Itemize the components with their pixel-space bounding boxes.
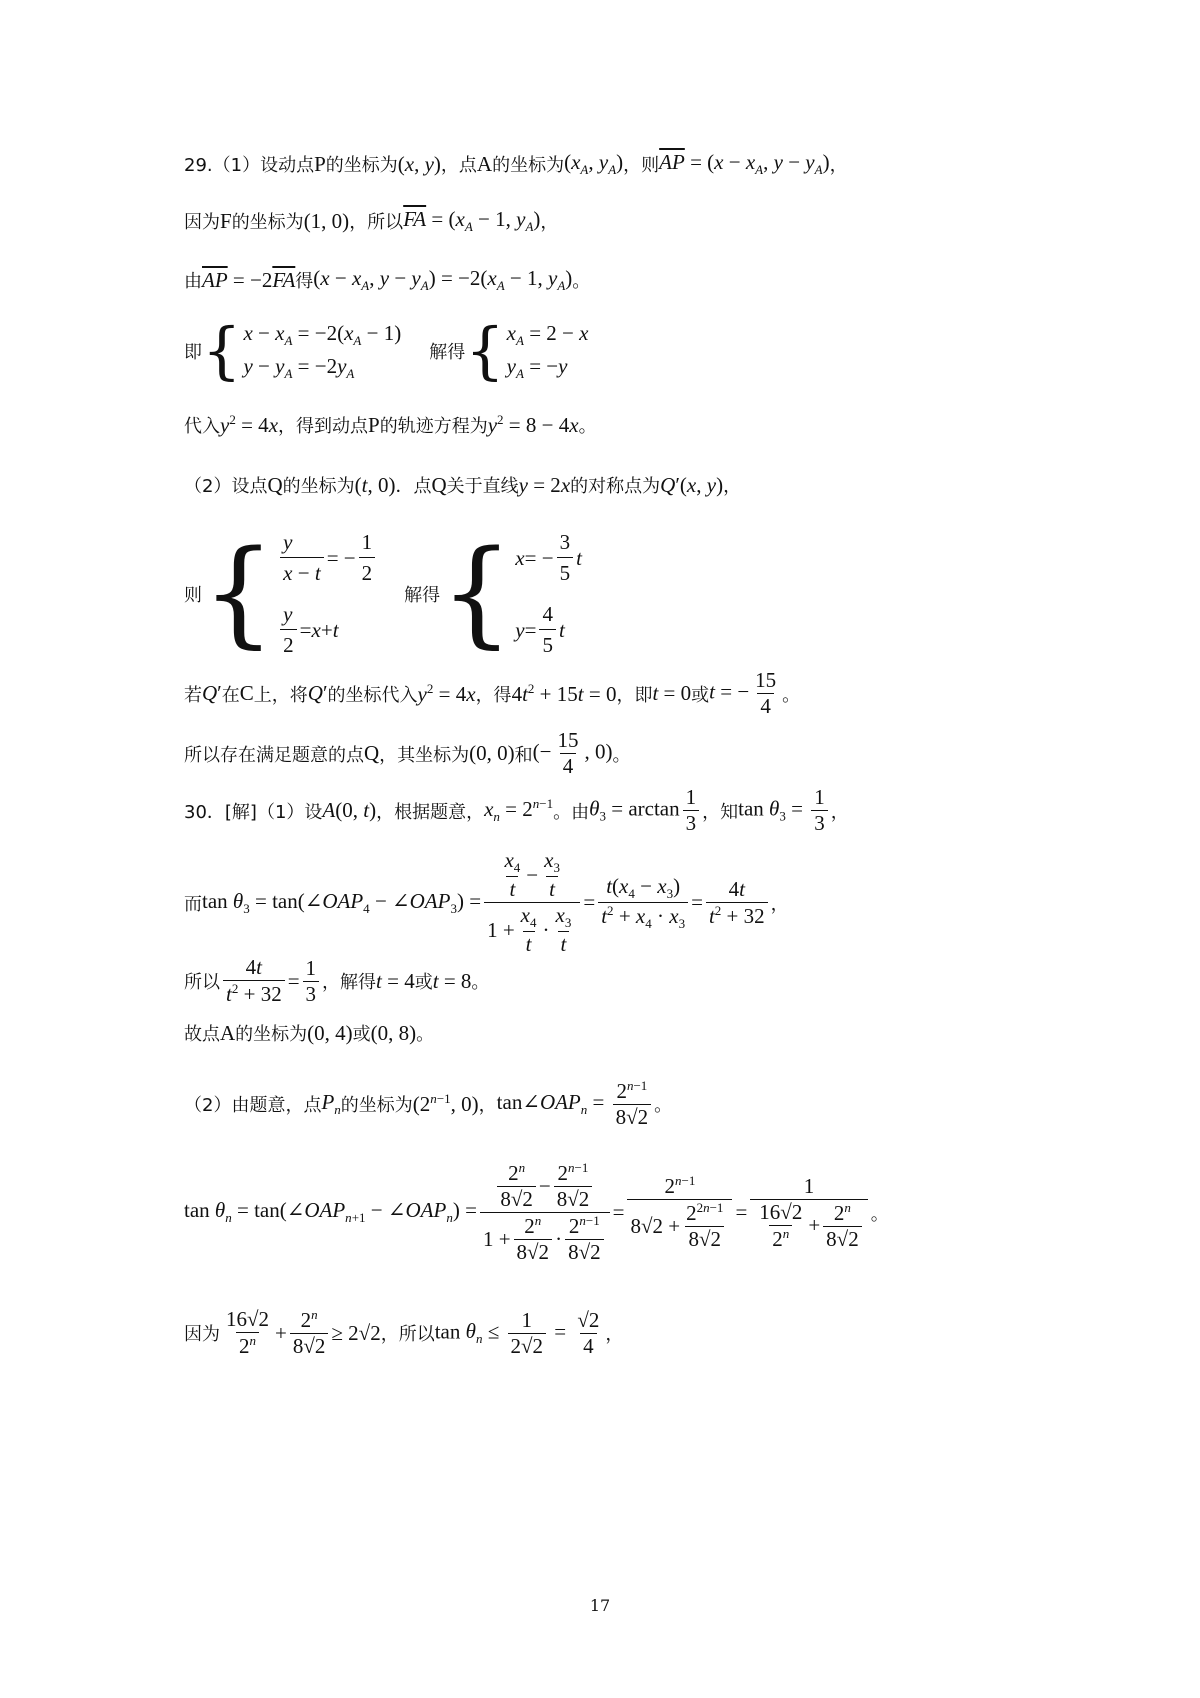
p29-conclusion: 所以存在满足题意的点 Q ，其坐标为 (0, 0) 和 (− $\frac{15}{4}$ , 0) 。	[184, 728, 631, 778]
system2-solution: { x = − $\frac{3}{5}$ t y = $\frac{4}{5}$ t	[440, 526, 582, 661]
system1-prefix: 即	[184, 342, 202, 364]
p30-line2: 而 $\tan \theta_3$ = $\tan(\angle OAP_4$ − $\angle OAP_3$) = $\frac{x_4}{t}$ − $\frac{x_3}{t}$ 1 + $\frac{x_4}{t}$ · $\frac{x_3}{t}$ = $\frac{t(x_4 - x_3)}{t^2 + x_4 \cdot x_3}$ = $\frac{4t}{t^2 + 32}$ ，	[184, 848, 789, 957]
system1-sol1: $x_A = 2 - x$	[506, 321, 589, 349]
p29-part2-line1: （2）设点 Q 的坐标为 (t, 0) ．点 Q 关于直线 y = 2x 的对称点为 Q′(x, y) ，	[184, 472, 742, 497]
system1-row2: $y - y_A = -2y_A$	[243, 354, 355, 382]
p29-system1	[184, 314, 589, 388]
p30-line3: 所以 $\frac{4t}{t^2 + 32}$ = $\frac{1}{3}$ ，解得 t = 4 或 t = 8 。	[184, 955, 490, 1006]
p30-part2-line1: （2）由题意，点 $P_n$ 的坐标为 ($2^{n-1}$, 0) ， $\tan\angle OAP_n$ = $\frac{2^{n-1}}{8√2}$ 。	[184, 1078, 673, 1129]
p30-line1: 30．[解]（1）设 A(0, t) ，根据题意， $x_n = 2^{n-1}$ 。由 $\theta_3 = \arctan$ $\frac{1}{3}$ ，知 $\tan \theta_3$ = $\frac{1}{3}$ ，	[184, 785, 849, 835]
p29-substitute-line: 若 Q′ 在 C 上，将 Q′ 的坐标代入 $y^2 = 4x$ ，得 $4t^2 + 15t = 0$ ，即 t = 0 或 t = − $\frac{15}{4}$ 。	[184, 668, 801, 718]
p29-line2: 因为 F 的坐标为 (1, 0) ，所以 $\overline{FA} = (x_A - 1$, $y_A$) ，	[184, 207, 559, 235]
system1-equations: { $x - x_A = -2(x_A - 1)$ $y - y_A = -2y_A$	[202, 314, 402, 388]
p30-part2-line2: $\tan \theta_n$ = $\tan(\angle OAP_{n+1}$ − $\angle OAP_n$) = $\frac{2^n}{8√2}$ − $\frac{2^{n-1}}{8√2}$ 1 + $\frac{2^n}{8√2}$ · $\frac{2^{n-1}}{8√2}$ = $2^{n-1}$ 8√2 + $\frac{2^{2n-1}}{8√2}$ = 1 $\frac{16√2}{2^n}$ + $\frac{2^n}{8√2}$ 。	[184, 1160, 889, 1264]
p30-part2-line3: 因为 $\frac{16√2}{2^n}$ + $\frac{2^n}{8√2}$ ≥ 2√2 ，所以 $\tan \theta_n$ ≤ $\frac{1}{2√2}$ = $\frac{√2}{4}$ ，	[184, 1307, 624, 1358]
system2-solve-label: 解得	[404, 584, 441, 606]
system1-solve-label: 解得	[429, 342, 466, 364]
p29-line5: 代入 $y^2 = 4x$ ，得到动点 P 的轨迹方程为 $y^2 = 8 - 4x$ 。	[184, 412, 597, 437]
page-number: 17	[589, 1596, 611, 1615]
p29-system2	[184, 527, 582, 661]
p29-line3: 由 $\overline{AP} = -2\overline{FA}$ 得 ($x - x_A$, $y - y_A) = -2(x_A - 1$, $y_A$) 。	[184, 266, 591, 294]
p29-line1: 29.（1）设动点 P 的坐标为 (x, y) ，点 A 的坐标为 ($x_A$, $y_A$) ，则 $\overline{AP} = (x - x_A$, $y - y_A$) ，	[184, 150, 848, 178]
p30-line4: 故点 A 的坐标为 (0, 4) 或 (0, 8) 。	[184, 1020, 435, 1045]
system1-solution: { $x_A = 2 - x$ $y_A = -y$	[465, 314, 589, 388]
system2-equations: { $\frac{y}{x - t}$ = − $\frac{1}{2}$ $\frac{y}{2}$ = x + t	[202, 527, 378, 661]
system1-row1: $x - x_A = -2(x_A - 1)$	[243, 321, 402, 349]
system2-prefix: 则	[184, 584, 202, 606]
system1-sol2: $y_A = -y$	[506, 354, 568, 382]
